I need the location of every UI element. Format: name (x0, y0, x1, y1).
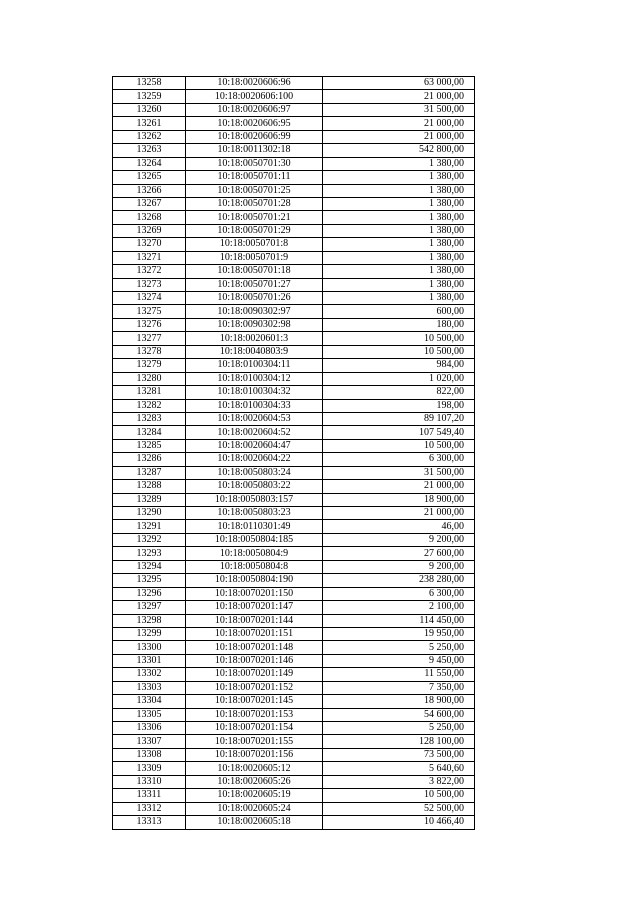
table-row (113, 668, 475, 681)
cadastral-number-cell: 10:18:0050804:190 (186, 574, 323, 587)
row-number-cell: 13271 (113, 251, 186, 264)
cadastral-number-cell: 10:18:0020604:22 (186, 453, 323, 466)
cadastral-number-cell: 10:18:0070201:145 (186, 695, 323, 708)
table-row (113, 412, 475, 425)
row-number-cell: 13311 (113, 789, 186, 802)
amount-cell: 73 500,00 (323, 748, 475, 761)
cadastral-number-cell: 10:18:0011302:18 (186, 144, 323, 157)
row-number-cell: 13305 (113, 708, 186, 721)
cadastral-number-cell: 10:18:0090302:98 (186, 318, 323, 331)
amount-cell: 1 380,00 (323, 238, 475, 251)
amount-cell: 1 380,00 (323, 184, 475, 197)
amount-cell: 3 822,00 (323, 775, 475, 788)
row-number-cell: 13283 (113, 412, 186, 425)
row-number-cell: 13302 (113, 668, 186, 681)
row-number-cell: 13274 (113, 292, 186, 305)
row-number-cell: 13285 (113, 439, 186, 452)
amount-cell: 89 107,20 (323, 412, 475, 425)
amount-cell: 822,00 (323, 386, 475, 399)
row-number-cell: 13295 (113, 574, 186, 587)
amount-cell: 21 000,00 (323, 90, 475, 103)
table-row (113, 722, 475, 735)
table-row (113, 627, 475, 640)
table-row (113, 735, 475, 748)
amount-cell: 10 466,40 (323, 816, 475, 829)
amount-cell: 1 380,00 (323, 292, 475, 305)
cadastral-number-cell: 10:18:0020606:100 (186, 90, 323, 103)
table-row (113, 426, 475, 439)
row-number-cell: 13262 (113, 130, 186, 143)
row-number-cell: 13265 (113, 171, 186, 184)
cadastral-number-cell: 10:18:0100304:12 (186, 372, 323, 385)
table-row (113, 466, 475, 479)
table-row (113, 372, 475, 385)
row-number-cell: 13266 (113, 184, 186, 197)
cadastral-number-cell: 10:18:0110301:49 (186, 520, 323, 533)
table-row (113, 224, 475, 237)
table-row (113, 103, 475, 116)
table-row (113, 453, 475, 466)
amount-cell: 21 000,00 (323, 507, 475, 520)
cadastral-number-cell: 10:18:0050701:18 (186, 265, 323, 278)
cadastral-number-cell: 10:18:0050701:11 (186, 171, 323, 184)
table-row (113, 574, 475, 587)
amount-cell: 52 500,00 (323, 802, 475, 815)
amount-cell: 128 100,00 (323, 735, 475, 748)
table-row (113, 587, 475, 600)
row-number-cell: 13300 (113, 641, 186, 654)
row-number-cell: 13294 (113, 560, 186, 573)
amount-cell: 31 500,00 (323, 103, 475, 116)
table-row (113, 399, 475, 412)
amount-cell: 31 500,00 (323, 466, 475, 479)
row-number-cell: 13308 (113, 748, 186, 761)
cadastral-number-cell: 10:18:0020604:47 (186, 439, 323, 452)
table-body (113, 77, 475, 830)
row-number-cell: 13284 (113, 426, 186, 439)
cadastral-number-cell: 10:18:0050804:9 (186, 547, 323, 560)
amount-cell: 19 950,00 (323, 627, 475, 640)
row-number-cell: 13258 (113, 77, 186, 90)
cadastral-number-cell: 10:18:0020606:95 (186, 117, 323, 130)
row-number-cell: 13282 (113, 399, 186, 412)
row-number-cell: 13301 (113, 654, 186, 667)
cadastral-number-cell: 10:18:0050803:157 (186, 493, 323, 506)
table-row (113, 386, 475, 399)
cadastral-number-cell: 10:18:0070201:144 (186, 614, 323, 627)
amount-cell: 21 000,00 (323, 117, 475, 130)
row-number-cell: 13290 (113, 507, 186, 520)
amount-cell: 10 500,00 (323, 789, 475, 802)
amount-cell: 5 250,00 (323, 641, 475, 654)
cadastral-number-cell: 10:18:0050701:29 (186, 224, 323, 237)
cadastral-number-cell: 10:18:0020601:3 (186, 332, 323, 345)
amount-cell: 1 380,00 (323, 224, 475, 237)
cadastral-number-cell: 10:18:0050701:25 (186, 184, 323, 197)
cadastral-number-cell: 10:18:0070201:149 (186, 668, 323, 681)
cadastral-number-cell: 10:18:0020606:96 (186, 77, 323, 90)
cadastral-number-cell: 10:18:0050701:28 (186, 197, 323, 210)
table-row (113, 117, 475, 130)
cadastral-number-cell: 10:18:0050804:8 (186, 560, 323, 573)
cadastral-number-cell: 10:18:0090302:97 (186, 305, 323, 318)
cadastral-number-cell: 10:18:0100304:11 (186, 359, 323, 372)
table-row (113, 197, 475, 210)
table-row (113, 439, 475, 452)
table-row (113, 816, 475, 829)
table-row (113, 708, 475, 721)
amount-cell: 180,00 (323, 318, 475, 331)
cadastral-number-cell: 10:18:0070201:147 (186, 601, 323, 614)
amount-cell: 9 450,00 (323, 654, 475, 667)
row-number-cell: 13303 (113, 681, 186, 694)
cadastral-number-cell: 10:18:0070201:150 (186, 587, 323, 600)
amount-cell: 10 500,00 (323, 345, 475, 358)
row-number-cell: 13291 (113, 520, 186, 533)
amount-cell: 5 250,00 (323, 722, 475, 735)
row-number-cell: 13289 (113, 493, 186, 506)
amount-cell: 238 280,00 (323, 574, 475, 587)
table-row (113, 641, 475, 654)
table-row (113, 614, 475, 627)
table-row (113, 211, 475, 224)
table-row (113, 238, 475, 251)
cadastral-number-cell: 10:18:0020605:26 (186, 775, 323, 788)
cadastral-number-cell: 10:18:0020605:18 (186, 816, 323, 829)
amount-cell: 2 100,00 (323, 601, 475, 614)
cadastral-number-cell: 10:18:0050701:27 (186, 278, 323, 291)
table-row (113, 601, 475, 614)
row-number-cell: 13296 (113, 587, 186, 600)
amount-cell: 10 500,00 (323, 332, 475, 345)
table-row (113, 130, 475, 143)
row-number-cell: 13269 (113, 224, 186, 237)
row-number-cell: 13286 (113, 453, 186, 466)
table-row (113, 318, 475, 331)
table-row (113, 681, 475, 694)
cadastral-number-cell: 10:18:0050701:26 (186, 292, 323, 305)
table-row (113, 305, 475, 318)
row-number-cell: 13293 (113, 547, 186, 560)
cadastral-number-cell: 10:18:0020605:19 (186, 789, 323, 802)
amount-cell: 1 380,00 (323, 157, 475, 170)
table-row (113, 292, 475, 305)
cadastral-number-cell: 10:18:0050701:30 (186, 157, 323, 170)
row-number-cell: 13261 (113, 117, 186, 130)
row-number-cell: 13264 (113, 157, 186, 170)
table-row (113, 775, 475, 788)
cadastral-number-cell: 10:18:0020606:97 (186, 103, 323, 116)
cadastral-number-cell: 10:18:0070201:148 (186, 641, 323, 654)
row-number-cell: 13263 (113, 144, 186, 157)
amount-cell: 1 380,00 (323, 197, 475, 210)
table-row (113, 480, 475, 493)
row-number-cell: 13280 (113, 372, 186, 385)
table-row (113, 547, 475, 560)
table-row (113, 171, 475, 184)
row-number-cell: 13299 (113, 627, 186, 640)
amount-cell: 7 350,00 (323, 681, 475, 694)
table-row (113, 520, 475, 533)
table-row (113, 157, 475, 170)
amount-cell: 63 000,00 (323, 77, 475, 90)
amount-cell: 27 600,00 (323, 547, 475, 560)
row-number-cell: 13279 (113, 359, 186, 372)
table-row (113, 560, 475, 573)
cadastral-number-cell: 10:18:0050803:24 (186, 466, 323, 479)
amount-cell: 600,00 (323, 305, 475, 318)
cadastral-number-cell: 10:18:0050701:9 (186, 251, 323, 264)
table-row (113, 144, 475, 157)
table-row (113, 345, 475, 358)
cadastral-number-cell: 10:18:0050803:23 (186, 507, 323, 520)
amount-cell: 9 200,00 (323, 560, 475, 573)
amount-cell: 6 300,00 (323, 587, 475, 600)
cadastral-number-cell: 10:18:0050701:8 (186, 238, 323, 251)
cadastral-number-cell: 10:18:0070201:146 (186, 654, 323, 667)
amount-cell: 1 380,00 (323, 265, 475, 278)
row-number-cell: 13309 (113, 762, 186, 775)
row-number-cell: 13298 (113, 614, 186, 627)
amount-cell: 21 000,00 (323, 480, 475, 493)
row-number-cell: 13259 (113, 90, 186, 103)
cadastral-number-cell: 10:18:0020606:99 (186, 130, 323, 143)
row-number-cell: 13276 (113, 318, 186, 331)
amount-cell: 18 900,00 (323, 493, 475, 506)
table-row (113, 748, 475, 761)
amount-cell: 1 020,00 (323, 372, 475, 385)
table-row (113, 493, 475, 506)
row-number-cell: 13312 (113, 802, 186, 815)
row-number-cell: 13304 (113, 695, 186, 708)
amount-cell: 1 380,00 (323, 211, 475, 224)
amount-cell: 1 380,00 (323, 171, 475, 184)
amount-cell: 10 500,00 (323, 439, 475, 452)
cadastral-number-cell: 10:18:0070201:154 (186, 722, 323, 735)
amount-cell: 54 600,00 (323, 708, 475, 721)
data-table (112, 76, 475, 830)
cadastral-number-cell: 10:18:0070201:151 (186, 627, 323, 640)
cadastral-number-cell: 10:18:0020604:52 (186, 426, 323, 439)
row-number-cell: 13287 (113, 466, 186, 479)
cadastral-number-cell: 10:18:0070201:152 (186, 681, 323, 694)
amount-cell: 984,00 (323, 359, 475, 372)
table-row (113, 533, 475, 546)
amount-cell: 114 450,00 (323, 614, 475, 627)
row-number-cell: 13270 (113, 238, 186, 251)
table-row (113, 90, 475, 103)
row-number-cell: 13297 (113, 601, 186, 614)
row-number-cell: 13267 (113, 197, 186, 210)
row-number-cell: 13307 (113, 735, 186, 748)
amount-cell: 9 200,00 (323, 533, 475, 546)
amount-cell: 198,00 (323, 399, 475, 412)
amount-cell: 542 800,00 (323, 144, 475, 157)
amount-cell: 107 549,40 (323, 426, 475, 439)
row-number-cell: 13268 (113, 211, 186, 224)
row-number-cell: 13278 (113, 345, 186, 358)
row-number-cell: 13306 (113, 722, 186, 735)
table-row (113, 251, 475, 264)
row-number-cell: 13292 (113, 533, 186, 546)
table-row (113, 695, 475, 708)
amount-cell: 18 900,00 (323, 695, 475, 708)
cadastral-number-cell: 10:18:0070201:153 (186, 708, 323, 721)
table-row (113, 359, 475, 372)
table-row (113, 654, 475, 667)
cadastral-number-cell: 10:18:0040803:9 (186, 345, 323, 358)
cadastral-number-cell: 10:18:0020604:53 (186, 412, 323, 425)
cadastral-number-cell: 10:18:0070201:156 (186, 748, 323, 761)
table-row (113, 802, 475, 815)
amount-cell: 46,00 (323, 520, 475, 533)
amount-cell: 5 640,60 (323, 762, 475, 775)
table-row (113, 789, 475, 802)
cadastral-number-cell: 10:18:0020605:12 (186, 762, 323, 775)
cadastral-number-cell: 10:18:0100304:32 (186, 386, 323, 399)
table-row (113, 332, 475, 345)
table-row (113, 278, 475, 291)
table-row (113, 762, 475, 775)
row-number-cell: 13313 (113, 816, 186, 829)
row-number-cell: 13273 (113, 278, 186, 291)
row-number-cell: 13288 (113, 480, 186, 493)
amount-cell: 1 380,00 (323, 278, 475, 291)
row-number-cell: 13281 (113, 386, 186, 399)
cadastral-number-cell: 10:18:0020605:24 (186, 802, 323, 815)
amount-cell: 11 550,00 (323, 668, 475, 681)
amount-cell: 6 300,00 (323, 453, 475, 466)
row-number-cell: 13272 (113, 265, 186, 278)
row-number-cell: 13277 (113, 332, 186, 345)
cadastral-number-cell: 10:18:0050804:185 (186, 533, 323, 546)
table-row (113, 184, 475, 197)
row-number-cell: 13260 (113, 103, 186, 116)
cadastral-number-cell: 10:18:0050701:21 (186, 211, 323, 224)
amount-cell: 1 380,00 (323, 251, 475, 264)
cadastral-number-cell: 10:18:0050803:22 (186, 480, 323, 493)
table-row (113, 77, 475, 90)
table-row (113, 265, 475, 278)
cadastral-number-cell: 10:18:0100304:33 (186, 399, 323, 412)
cadastral-number-cell: 10:18:0070201:155 (186, 735, 323, 748)
row-number-cell: 13275 (113, 305, 186, 318)
table-row (113, 507, 475, 520)
amount-cell: 21 000,00 (323, 130, 475, 143)
row-number-cell: 13310 (113, 775, 186, 788)
